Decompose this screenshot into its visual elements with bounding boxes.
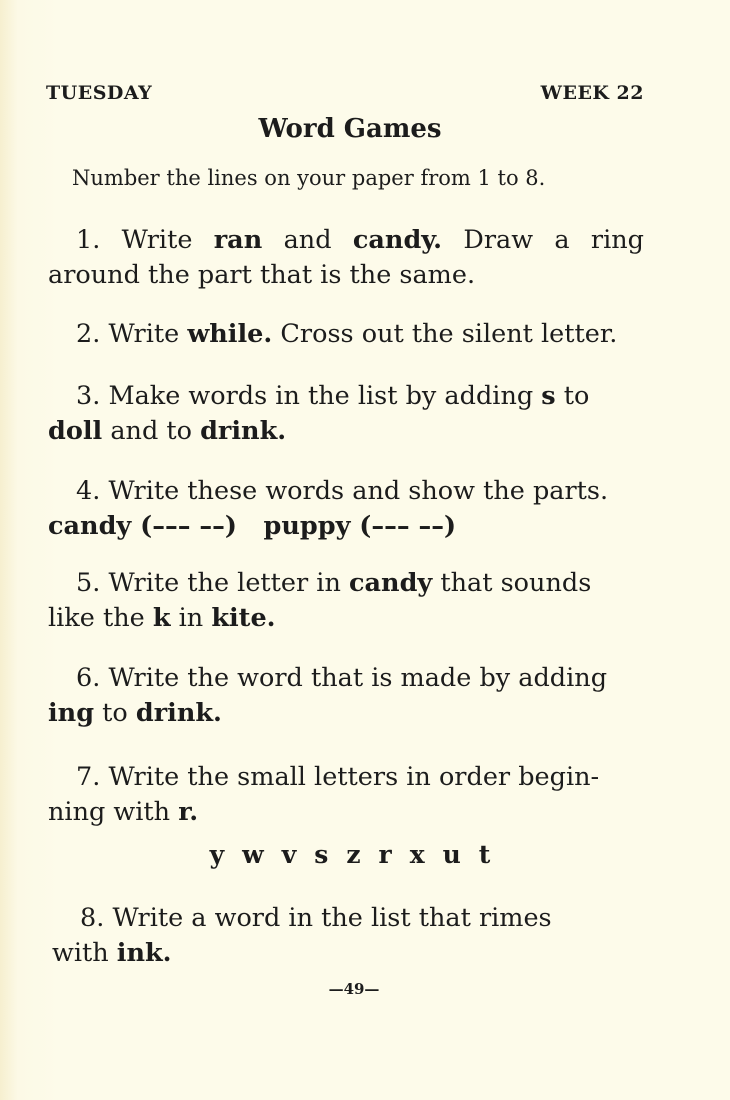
exercise-8 xyxy=(52,901,652,971)
letter: v xyxy=(281,840,297,869)
exercise-5 xyxy=(48,566,644,636)
exercise-7-text: 7. Write the small letters in order begin- ning with r. xyxy=(48,762,600,827)
exercise-2 xyxy=(48,317,644,352)
exercise-8-text: 8. Write a word in the list that rimes with ink. xyxy=(52,903,552,968)
letter: t xyxy=(478,840,491,869)
exercise-6 xyxy=(48,661,644,731)
letter-list xyxy=(0,840,700,869)
instructions: Number the lines on your paper from 1 to 8. xyxy=(72,166,546,190)
exercise-1 xyxy=(48,223,644,293)
letter: s xyxy=(314,840,329,869)
exercise-7 xyxy=(48,760,644,830)
page-number: —49— xyxy=(328,980,380,998)
exercise-5-text: 5. Write the letter in candy that sounds like the k in kite. xyxy=(48,568,592,633)
letter: y xyxy=(209,840,225,869)
exercise-6-text: 6. Write the word that is made by adding ing to drink. xyxy=(48,663,608,728)
exercise-3 xyxy=(48,379,644,449)
letter: z xyxy=(346,840,361,869)
letter: r xyxy=(378,840,392,869)
week-label: WEEK 22 xyxy=(540,82,644,104)
exercise-4-text: 4. Write these words and show the parts. xyxy=(76,476,609,506)
letter: x xyxy=(409,840,425,869)
day-label: TUESDAY xyxy=(46,82,153,104)
letter: u xyxy=(442,840,461,869)
exercise-4 xyxy=(48,474,644,544)
letter: w xyxy=(242,840,264,869)
exercise-4-parts: candy (––– ––) puppy (––– ––) xyxy=(48,511,457,541)
page-title: Word Games xyxy=(258,114,442,144)
exercise-2-text: 2. Write while. Cross out the silent letter. xyxy=(76,319,618,349)
exercise-1-text: 1. Write ran and candy. Draw a ring around the part that is the same. xyxy=(48,225,644,290)
exercise-3-text: 3. Make words in the list by adding s to doll and to drink. xyxy=(48,381,590,446)
